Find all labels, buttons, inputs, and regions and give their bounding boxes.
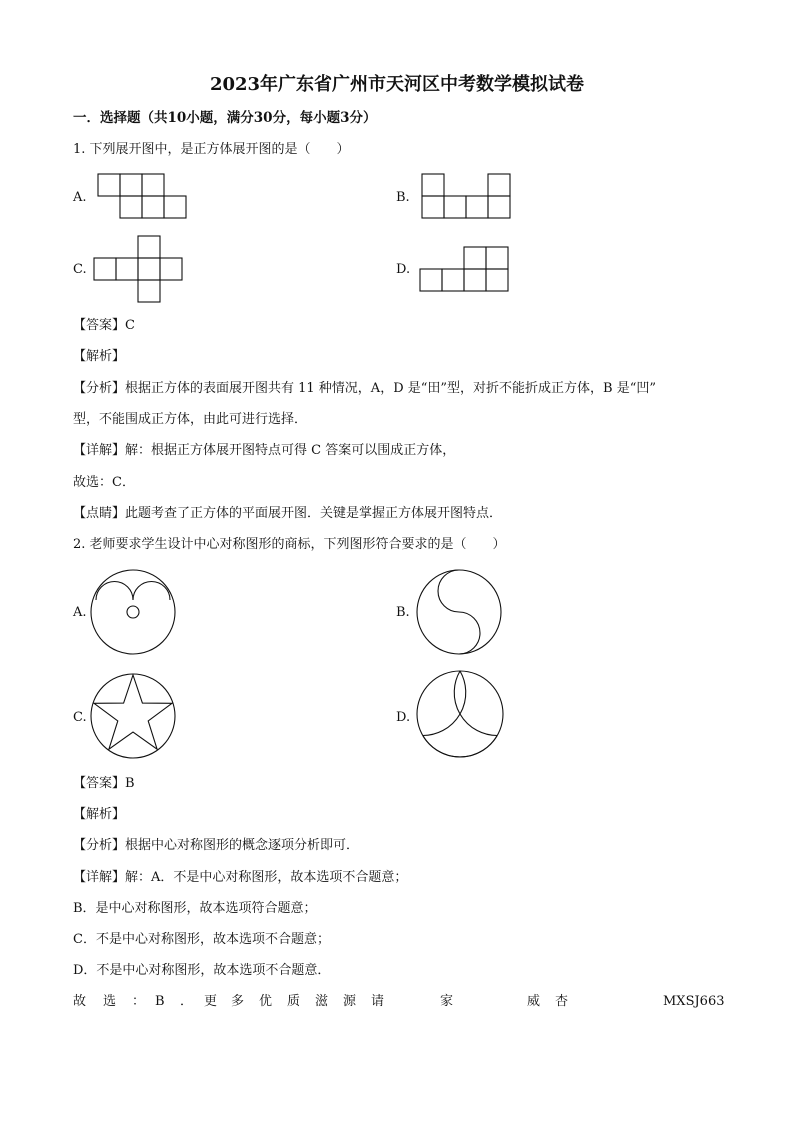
q2-last-line-15: MXSJ663 — [663, 994, 725, 1009]
page-title: 2023年广东省广州市天河区中考数学模拟试卷 — [209, 74, 585, 95]
q1-jiexi: 【解析】 — [73, 349, 126, 364]
q2-option-c-star-figure — [90, 673, 180, 761]
q2-option-d-label: D. — [396, 710, 411, 725]
q2-last-line-10: 源 — [343, 994, 357, 1009]
q2-last-line-0: 故 — [73, 994, 87, 1009]
q2-answer: 【答案】B — [73, 776, 135, 791]
q2-option-b-yinyang-figure — [416, 570, 506, 656]
q2-option-a-label: A. — [73, 605, 87, 620]
q1-option-d-net-figure — [418, 245, 510, 291]
q2-last-line-7: 优 — [259, 994, 273, 1009]
q1-fenxi-line2: 型，不能围成正方体，由此可进行选择． — [73, 412, 308, 427]
q1-option-c-label: C. — [73, 262, 87, 277]
q1-option-b-net-figure — [420, 172, 512, 218]
q1-xiangjie: 【详解】解：根据正方体展开图特点可得 C 答案可以围成正方体， — [73, 443, 456, 458]
q2-last-line-8: 质 — [287, 994, 301, 1009]
q1-stem: 1. 下列展开图中，是正方体展开图的是（ ） — [73, 142, 350, 157]
section-heading: 一．选择题（共10小题，满分30分，每小题3分） — [73, 110, 377, 126]
q1-option-a-label: A. — [73, 190, 87, 205]
q2-stem: 2. 老师要求学生设计中心对称图形的商标，下列图形符合要求的是（ ） — [73, 537, 506, 552]
q2-last-line-12: 家 — [440, 994, 454, 1009]
q2-last-line-13: 威 — [527, 994, 541, 1009]
q2-line-b: B．是中心对称图形，故本选项符合题意； — [73, 901, 317, 916]
q2-last-line-11: 请 — [371, 994, 385, 1009]
q1-option-a-net-figure — [96, 172, 188, 218]
q2-last-line-2: ： — [132, 994, 146, 1009]
q2-last-line-6: 多 — [231, 994, 245, 1009]
q2-option-d-three-arcs-figure — [416, 670, 506, 760]
q1-option-b-label: B. — [396, 190, 410, 205]
q1-option-d-label: D. — [396, 262, 411, 277]
q2-jiexi: 【解析】 — [73, 807, 126, 822]
q2-fenxi: 【分析】根据中心对称图形的概念逐项分析即可． — [73, 838, 360, 853]
q2-line-c: C．不是中心对称图形，故本选项不合题意； — [73, 932, 330, 947]
q1-fenxi-line1: 【分析】根据正方体的表面展开图共有 11 种情况，A，D 是“田”型，对折不能折成正方体，B 是“凹” — [73, 381, 657, 396]
q2-last-line-3: B — [155, 994, 165, 1009]
q1-dianjing: 【点睛】此题考查了正方体的平面展开图．关键是掌握正方体展开图特点． — [73, 506, 503, 521]
q2-line-d: D．不是中心对称图形，故本选项不合题意． — [73, 963, 331, 978]
q2-last-line-14: 杏 — [555, 994, 569, 1009]
q2-xiangjie: 【详解】解：A．不是中心对称图形，故本选项不合题意； — [73, 870, 408, 885]
q1-guxuan: 故选：C． — [73, 475, 135, 490]
q2-last-line-9: 滋 — [315, 994, 329, 1009]
q2-last-line-1: 选 — [103, 994, 117, 1009]
q2-option-a-heart-figure — [90, 570, 180, 656]
q1-option-c-net-figure — [92, 234, 184, 302]
q2-option-b-label: B. — [396, 605, 410, 620]
q2-option-c-label: C. — [73, 710, 87, 725]
q2-last-line-4: ． — [180, 994, 194, 1009]
q2-last-line-5: 更 — [204, 994, 218, 1009]
q1-answer: 【答案】C — [73, 318, 135, 333]
